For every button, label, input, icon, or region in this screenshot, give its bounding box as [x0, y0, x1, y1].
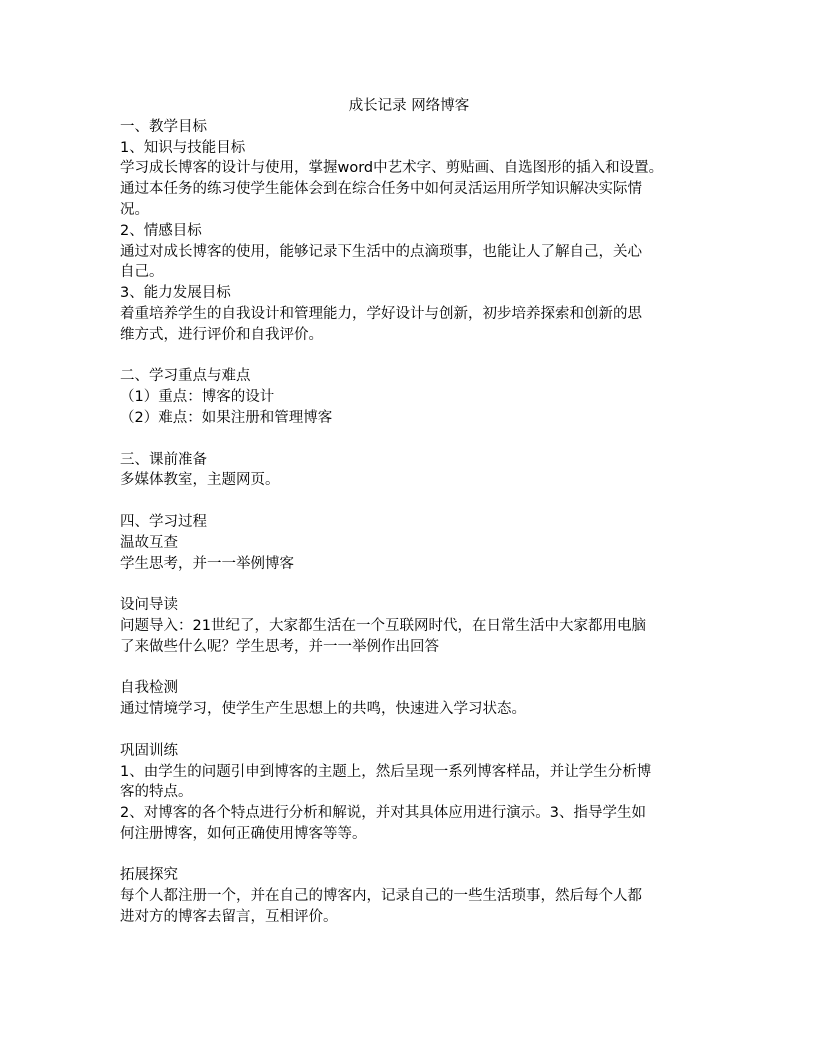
text-line: 二、学习重点与难点	[120, 368, 251, 385]
text-line: 多媒体教室，主题网页。	[120, 472, 280, 489]
blank-line	[120, 845, 698, 866]
text-line: 一、教学目标	[120, 118, 207, 135]
blank-line	[120, 574, 698, 595]
text-line: 学习成长博客的设计与使用，掌握word中艺术字、剪贴画、自选图形的插入和设置。	[120, 160, 664, 177]
text-line: 拓展探究	[120, 867, 178, 884]
text-line: 问题导入：21世纪了，大家都生活在一个互联网时代，在日常生活中大家都用电脑	[120, 617, 646, 634]
text-line: 何注册博客，如何正确使用博客等等。	[120, 825, 367, 842]
blank-line	[120, 658, 698, 679]
document-body	[120, 96, 698, 928]
text-line: 四、学习过程	[120, 513, 207, 530]
text-line: 自己。	[120, 264, 164, 281]
blank-line	[120, 491, 698, 512]
text-line: 1、由学生的问题引申到博客的主题上，然后呈现一系列博客样品，并让学生分析博	[120, 763, 652, 780]
text-line: 2、情感目标	[120, 222, 202, 239]
text-line: 3、能力发展目标	[120, 285, 231, 302]
text-line: 巩固训练	[120, 742, 178, 759]
document-title: 成长记录 网络博客	[348, 98, 470, 114]
text-line: 况。	[120, 201, 149, 218]
text-line: 每个人都注册一个，并在自己的博客内，记录自己的一些生活琐事，然后每个人都	[120, 888, 642, 905]
text-line: 学生思考，并一一举例博客	[120, 555, 294, 572]
blank-line	[120, 720, 698, 741]
text-line: 通过对成长博客的使用，能够记录下生活中的点滴琐事，也能让人了解自己，关心	[120, 243, 642, 260]
text-line: 三、课前准备	[120, 451, 207, 468]
text-line: 了来做些什么呢？学生思考，并一一举例作出回答	[120, 638, 439, 655]
blank-line	[120, 346, 698, 367]
document-lines	[120, 117, 698, 928]
text-line: 1、知识与技能目标	[120, 139, 246, 156]
text-line: 2、对博客的各个特点进行分析和解说，并对其具体应用进行演示。3、指导学生如	[120, 805, 646, 822]
text-line: 温故互查	[120, 534, 178, 551]
text-line: 通过本任务的练习使学生能体会到在综合任务中如何灵活运用所学知识解决实际情	[120, 181, 642, 198]
text-line: （2）难点：如果注册和管理博客	[120, 409, 333, 426]
text-line: 着重培养学生的自我设计和管理能力，学好设计与创新，初步培养探索和创新的思	[120, 305, 642, 322]
text-line: 自我检测	[120, 680, 178, 697]
text-line: 客的特点。	[120, 784, 193, 801]
text-line: 进对方的博客去留言，互相评价。	[120, 909, 338, 926]
text-line: 维方式，进行评价和自我评价。	[120, 326, 323, 343]
text-line: 设问导读	[120, 597, 178, 614]
text-line: （1）重点：博客的设计	[120, 389, 275, 406]
text-line: 通过情境学习，使学生产生思想上的共鸣，快速进入学习状态。	[120, 701, 526, 718]
blank-line	[120, 429, 698, 450]
